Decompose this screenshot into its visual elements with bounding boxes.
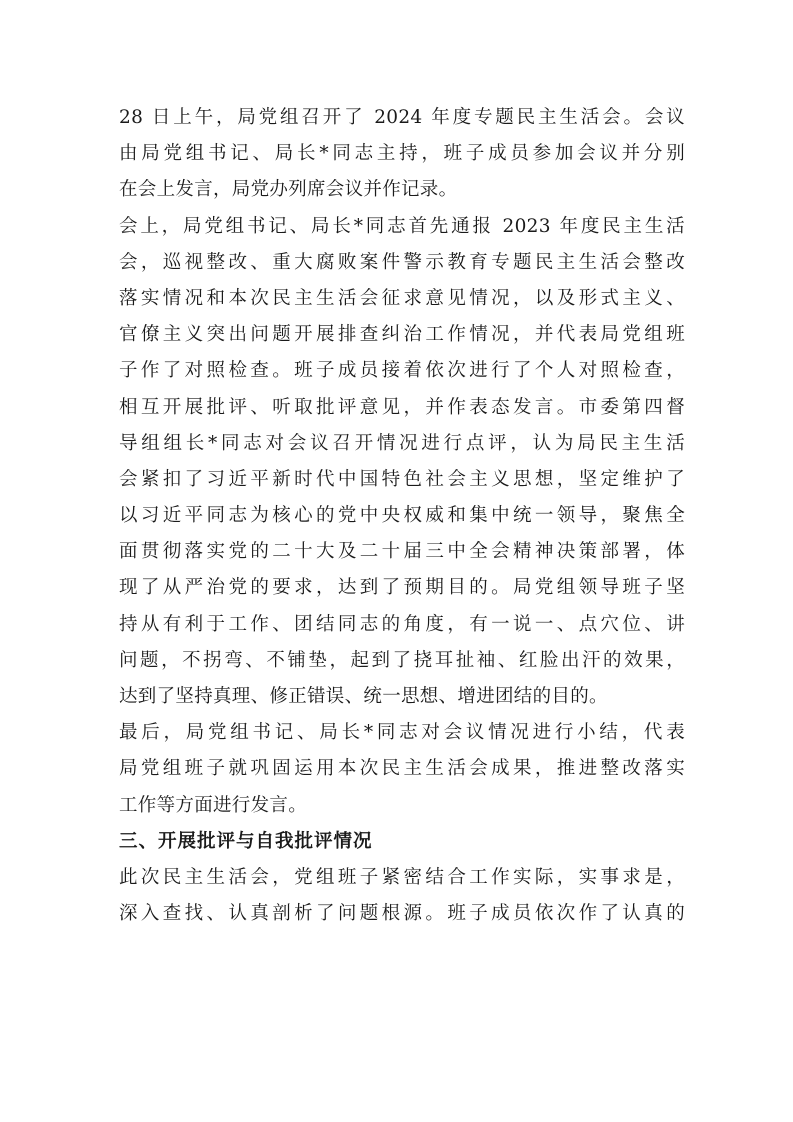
text-line: 落实情况和本次民主生活会征求意见情况，以及形式主义、	[119, 287, 685, 309]
section-heading-text: 三、开展批评与自我批评情况	[119, 830, 373, 852]
text-line: 局党组班子就巩固运用本次民主生活会成果，推进整改落实	[119, 758, 685, 780]
text-line: 导组组长*同志对会议召开情况进行点评，认为局民主生活	[119, 432, 685, 454]
text-line: 28 日上午，局党组召开了 2024 年度专题民主生活会。会议	[119, 107, 685, 128]
text-line: 工作等方面进行发言。	[119, 794, 308, 816]
text-line: 会上，局党组书记、局长*同志首先通报 2023 年度民主生活	[119, 215, 685, 237]
text-line: 官僚主义突出问题开展排查纠治工作情况，并代表局党组班	[119, 324, 685, 346]
paragraph-1	[119, 100, 685, 209]
text-line: 子作了对照检查。班子成员接着依次进行了个人对照检查，	[119, 360, 685, 382]
text-line: 会紧扣了习近平新时代中国特色社会主义思想，坚定维护了	[119, 468, 685, 490]
text-line: 深入查找、认真剖析了问题根源。班子成员依次作了认真的	[119, 903, 685, 925]
text-line: 达到了坚持真理、修正错误、统一思想、增进团结的目的。	[119, 686, 608, 707]
paragraph-2	[119, 209, 685, 716]
text-line: 在会上发言，局党办列席会议并作记录。	[119, 179, 458, 201]
section-heading	[119, 824, 685, 860]
paragraph-4	[119, 860, 685, 932]
paragraph-3	[119, 715, 685, 824]
text-line: 最后，局党组书记、局长*同志对会议情况进行小结，代表	[119, 722, 685, 744]
text-line: 由局党组书记、局长*同志主持，班子成员参加会议并分别	[119, 143, 685, 165]
text-line: 此次民主生活会，党组班子紧密结合工作实际，实事求是，	[119, 866, 685, 888]
text-line: 持从有利于工作、团结同志的角度，有一说一、点穴位、讲	[119, 613, 685, 635]
text-line: 面贯彻落实党的二十大及二十届三中全会精神决策部署，体	[119, 541, 685, 563]
document-body	[119, 100, 685, 932]
text-line: 问题，不拐弯、不铺垫，起到了挠耳扯袖、红脸出汗的效果，	[119, 649, 685, 671]
text-line: 会，巡视整改、重大腐败案件警示教育专题民主生活会整改	[119, 251, 685, 273]
text-line: 以习近平同志为核心的党中央权威和集中统一领导，聚焦全	[119, 505, 685, 527]
text-line: 相互开展批评、听取批评意见，并作表态发言。市委第四督	[119, 396, 685, 418]
text-line: 现了从严治党的要求，达到了预期目的。局党组领导班子坚	[119, 577, 685, 599]
